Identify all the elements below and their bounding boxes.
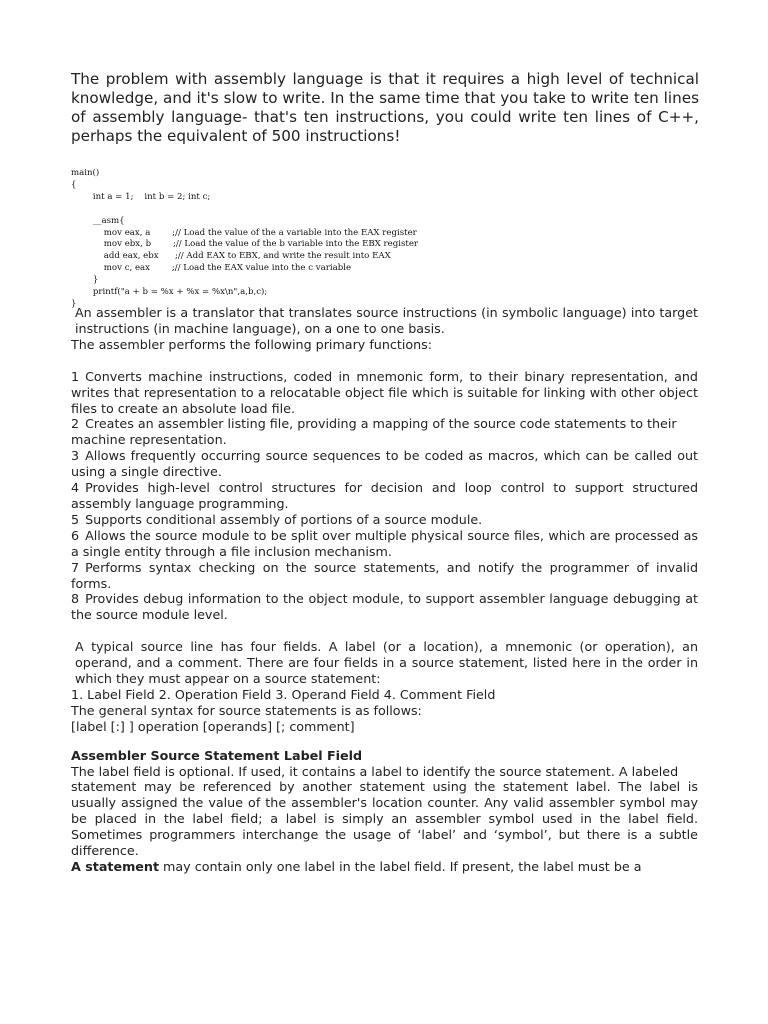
function-text-continued: machine representation. (71, 432, 227, 448)
function-text: Converts machine instructions, coded in mnemonic form, to their binary representation, and writes that representation to a relocatable object file which is suitable for linking with other object files to create an absolute load file. (71, 368, 698, 416)
code-line: int a = 1; int b = 2; int c; (71, 191, 211, 202)
function-number: 8 (71, 591, 80, 607)
function-item (71, 448, 698, 480)
function-item (71, 512, 698, 528)
function-text: Allows the source module to be split over multiple physical source files, which are processed as a single entity through a file inclusion mechanism. (71, 527, 698, 559)
function-text: Creates an assembler listing file, providing a mapping of the source code statements to their (85, 416, 677, 432)
function-text: Allows frequently occurring source sequences to be coded as macros, which can be called out using a single directive. (71, 448, 698, 480)
function-text: Provides high-level control structures for decision and loop control to support structured assembly language programming. (71, 480, 698, 511)
function-number: 2 (71, 416, 80, 432)
function-number: 7 (71, 559, 80, 575)
code-listing (71, 168, 418, 311)
code-line: mov ebx, b ;// Load the value of the b variable into the EBX register (71, 239, 419, 250)
function-number: 4 (71, 480, 80, 496)
functions-intro: The assembler performs the following primary functions: (71, 336, 433, 352)
function-item (71, 416, 698, 432)
function-item (71, 591, 698, 623)
code-line: __asm{ (71, 215, 125, 226)
function-item (71, 528, 698, 560)
function-number: 3 (71, 448, 80, 464)
spacer (71, 353, 698, 369)
function-text: Provides debug information to the object module, to support assembler language debugging at the source module level. (71, 591, 698, 623)
code-line: } (71, 275, 99, 286)
code-line: add eax, ebx ;// Add EAX to EBX, and write the result into EAX (71, 251, 391, 262)
function-item (71, 560, 698, 592)
function-item (71, 480, 698, 512)
code-line: { (71, 179, 77, 190)
intro-paragraph: The problem with assembly language is that it requires a high level of technical knowledge, and it's slow to write. In the same time that you take to write ten lines of assembly language- that's ten instructions, you could write ten lines of C++, perhaps the equivalent of 500 instructions! (71, 70, 699, 145)
label-paragraph-1: The label field is optional. If used, it contains a label to identify the source statement. A labeled (71, 763, 679, 779)
statement-paragraph (71, 859, 698, 875)
syntax-line: [label [:] ] operation [operands] [; comment] (71, 718, 355, 734)
code-line: } (71, 298, 77, 309)
assembler-definition: An assembler is a translator that translates source instructions (in symbolic language) into target instructions (in machine language), on a one to one basis. (75, 305, 698, 336)
spacer (71, 623, 698, 639)
label-paragraph-2: statement may be referenced by another statement using the statement label. The label is usually assigned the value of the assembler's location counter. Any valid assembler symbol may be placed in the label field; a label is simply an assembler symbol used in the label field. Sometimes programmers interchange the usage of ‘label’ and ‘symbol’, but there is a subtle difference. (71, 779, 698, 859)
spacer (71, 735, 698, 748)
function-number: 5 (71, 511, 80, 527)
code-line: main() (71, 168, 100, 178)
function-number: 6 (71, 527, 80, 543)
document-body (71, 305, 698, 875)
code-line: printf("a + b = %x + %x = %x\n",a,b,c); (71, 287, 268, 298)
fields-intro: A typical source line has four fields. A label (or a location), a mnemonic (or operation), an operand, and a comment. There are four fields in a source statement, listed here in the order in which they must appear on a source statement: (75, 639, 698, 687)
function-text: Supports conditional assembly of portions of a source module. (85, 511, 483, 527)
function-text: Performs syntax checking on the source statements, and notify the programmer of invalid forms. (71, 559, 698, 591)
statement-bold: A statement (71, 859, 160, 874)
fields-list: 1. Label Field 2. Operation Field 3. Operand Field 4. Comment Field (71, 686, 496, 702)
label-field-heading: Assembler Source Statement Label Field (71, 747, 363, 763)
code-line: mov c, eax ;// Load the EAX value into the c variable (71, 263, 352, 274)
syntax-intro: The general syntax for source statements is as follows: (71, 702, 422, 718)
statement-rest: may contain only one label in the label field. If present, the label must be a (159, 859, 642, 874)
functions-list (71, 369, 698, 624)
function-item (71, 369, 698, 417)
function-number: 1 (71, 368, 80, 384)
code-line: mov eax, a ;// Load the value of the a variable into the EAX register (71, 227, 417, 238)
